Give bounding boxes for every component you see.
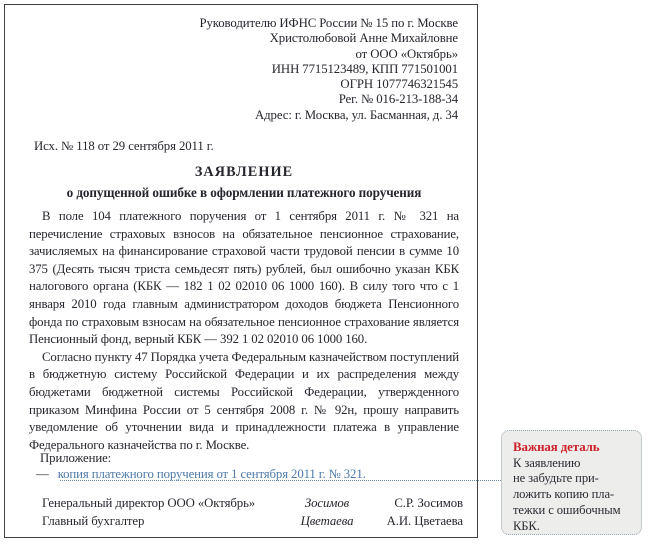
body-paragraph-2: Согласно пункту 47 Порядка учета Федеральным казначейством поступлений в бюджетную систему Российской Федерации и их распределения между бюджетами бюджетной системы Российской Федерации, утвержденного приказом Минфина России от 5 сентября 2008 г. № 92н, прошу направить уведомление об уточнении вида и принадлежности платежа в управление Федерального казначейства по г. Москве. xyxy=(29,349,459,452)
callout-line: не забудьте при- xyxy=(513,471,599,486)
recipient-line: ИНН 7715123489, КПП 771501001 xyxy=(271,61,458,76)
recipient-line: Адрес: г. Москва, ул. Басманная, д. 34 xyxy=(255,107,458,122)
recipient-line: ОГРН 1077746321545 xyxy=(340,77,458,92)
attachment-dash: — xyxy=(36,467,49,481)
signature-row xyxy=(34,514,463,532)
body-paragraph-1: В поле 104 платежного поручения от 1 сентября 2011 г. № 321 на перечисление страховых взносов на обязательное пенсионное страхование, зачисляемых на финансирование страховой части трудовой пенсии в сумме 10 375 (Десять тысяч триста семьдесят пять) рублей, был ошибочно указан КБК налогового органа (КБК — 182 1 02 02010 06 1000 160). В силу того что с 1 января 2010 года главным администратором доходов бюджета Пенсионного фонда по страховым взносам на обязательное пенсионное страхование является Пенсионный фонд, верный КБК — 392 1 02 02010 06 1000 160. xyxy=(29,209,459,347)
signature-script: Цветаева xyxy=(300,514,354,528)
signature-block xyxy=(34,496,463,532)
signer-title: Главный бухгалтер xyxy=(42,514,145,528)
doc-subtitle: о допущенной ошибке в оформлении платежного поручения xyxy=(66,185,422,200)
attachment-link[interactable]: копия платежного поручения от 1 сентября 2011 г. № 321. xyxy=(57,467,366,481)
doc-body xyxy=(29,208,459,454)
attachments-heading: Приложение: xyxy=(40,451,112,465)
doc-heading xyxy=(30,163,458,202)
signer-name: С.Р. Зосимов xyxy=(394,496,463,510)
signer-title: Генеральный директор ООО «Октябрь» xyxy=(42,496,256,510)
callout-title: Важная деталь xyxy=(513,440,600,454)
callout-line: ложить копию пла- xyxy=(513,487,615,502)
doc-title: ЗАЯВЛЕНИЕ xyxy=(194,164,294,180)
attachment-item xyxy=(36,467,476,482)
signature-script: Зосимов xyxy=(304,496,350,510)
callout-line: КБК. xyxy=(513,519,540,534)
recipient-line: Руководителю ИФНС России № 15 по г. Москве xyxy=(199,16,458,30)
callout-note xyxy=(501,430,642,535)
outgoing-ref: Исх. № 118 от 29 сентября 2011 г. xyxy=(34,139,214,153)
recipient-block xyxy=(158,16,458,123)
callout-line: тежки с ошибочным xyxy=(513,503,621,518)
recipient-line: Рег. № 016-213-188-34 xyxy=(338,92,458,107)
signer-name: А.И. Цветаева xyxy=(386,514,463,528)
recipient-line: от ООО «Октябрь» xyxy=(355,46,458,61)
signature-row xyxy=(34,496,463,514)
recipient-line: Христолюбовой Анне Михайловне xyxy=(269,31,458,46)
callout-line: К заявлению xyxy=(513,455,581,470)
